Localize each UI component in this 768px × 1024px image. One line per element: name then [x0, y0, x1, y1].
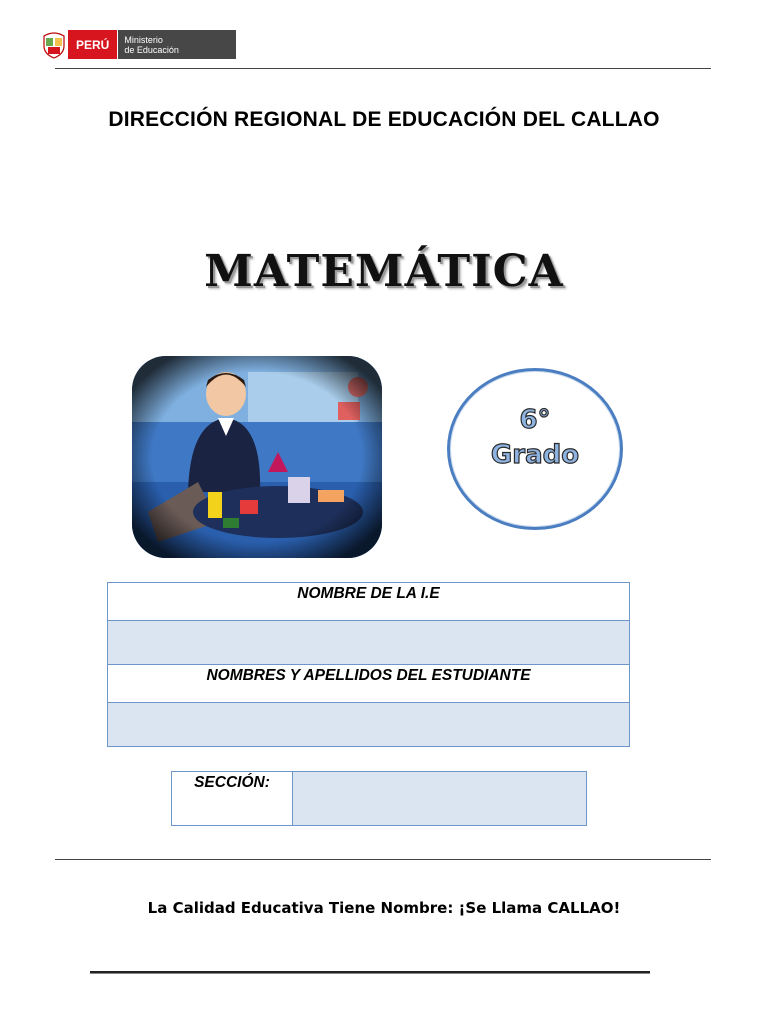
- logo-ministry-line1: Ministerio: [124, 35, 163, 45]
- logo-ministry-line2: de Educación: [124, 45, 179, 55]
- peru-coat-of-arms-icon: [42, 30, 66, 59]
- grade-label: Grado: [490, 440, 580, 470]
- student-info-form: [107, 582, 630, 747]
- student-name-label: NOMBRES Y APELLIDOS DEL ESTUDIANTE: [108, 665, 630, 703]
- student-photo-icon: [128, 352, 386, 562]
- grade-number: 6°: [519, 405, 551, 435]
- school-name-label: NOMBRE DE LA I.E: [108, 583, 630, 621]
- section-form: [171, 771, 587, 826]
- logo-ministry: [117, 30, 236, 59]
- footer-line: [90, 971, 650, 974]
- logo-country: PERÚ: [68, 30, 117, 59]
- bottom-divider: [55, 859, 711, 860]
- section-field[interactable]: [293, 772, 587, 826]
- section-label: SECCIÓN:: [172, 772, 293, 826]
- student-name-field[interactable]: [108, 703, 630, 747]
- school-name-field[interactable]: [108, 621, 630, 665]
- top-divider: [55, 68, 711, 69]
- regional-direction-heading: DIRECCIÓN REGIONAL DE EDUCACIÓN DEL CALLAO: [108, 108, 660, 131]
- document-title: MATEMÁTICA: [204, 246, 564, 297]
- student-photo: [128, 352, 386, 562]
- ministry-logo: [42, 30, 236, 59]
- motto: La Calidad Educativa Tiene Nombre: ¡Se Llama CALLAO!: [147, 899, 621, 917]
